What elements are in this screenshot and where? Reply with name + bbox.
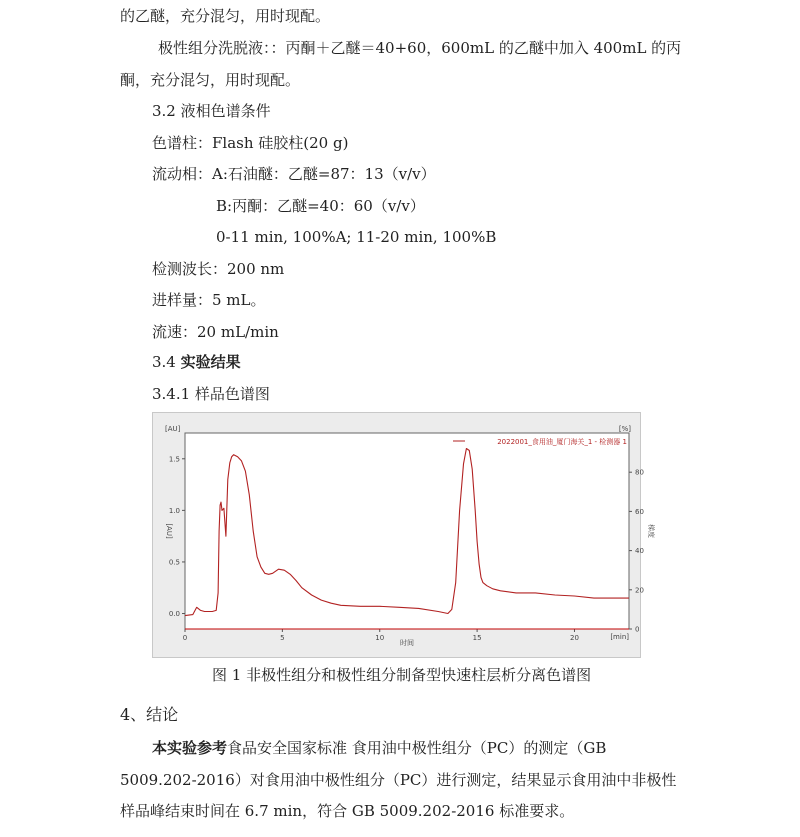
text-line: 样品峰结束时间在 6.7 min，符合 GB 5009.202-2016 标准要求。	[120, 802, 575, 820]
y-right-tick-label: 0	[635, 625, 640, 634]
y-left-tick-label: 0.0	[168, 610, 180, 619]
text-line: 检测波长：200 nm	[152, 260, 285, 278]
x-tick-label: 10	[375, 634, 385, 642]
section-heading: 3.2 液相色谱条件	[152, 102, 271, 120]
bold-phrase: 本实验参考	[152, 739, 228, 757]
text-line: 流速：20 mL/min	[152, 323, 279, 341]
text-line: 极性组分洗脱液：：丙酮＋乙醚＝40+60，600mL 的乙醚中加入 400mL 的丙	[158, 39, 682, 57]
subsection-heading: 3.4.1 样品色谱图	[152, 385, 270, 403]
text-line	[152, 738, 606, 758]
x-tick-label: 0	[182, 634, 188, 642]
text-line: 流动相：A:石油醚：乙醚=87：13（v/v）	[152, 165, 436, 183]
section-number: 3.4	[152, 353, 181, 371]
legend-label: 2022001_食用油_厦门海关_1 - 检测器 1	[497, 438, 627, 446]
text-line: 的乙醚，充分混匀，用时现配。	[120, 7, 331, 25]
y-right-tick-label: 60	[635, 507, 644, 516]
plot-area	[185, 433, 629, 629]
heading-conclusion: 4、结论	[120, 705, 179, 724]
x-tick-label: 15	[472, 634, 482, 642]
y-left-unit: [AU]	[165, 425, 181, 433]
text-line: 酮，充分混匀，用时现配。	[120, 71, 301, 89]
text-span: 食品安全国家标准 食用油中极性组分（PC）的测定（GB	[227, 739, 607, 757]
y-right-tick-label: 20	[635, 586, 644, 595]
figure-caption: 图 1 非极性组分和极性组分制备型快速柱层析分离色谱图	[212, 666, 592, 684]
x-tick-label: 5	[280, 634, 285, 642]
y-left-tick-label: 0.5	[168, 558, 180, 567]
y-right-unit: [%]	[618, 425, 631, 433]
text-line: 色谱柱：Flash 硅胶柱(20 g)	[152, 134, 349, 152]
chromatogram-figure	[152, 412, 655, 658]
y-right-tick-label: 40	[635, 547, 644, 556]
text-line: 0-11 min, 100%A; 11-20 min, 100%B	[216, 228, 497, 246]
y-left-tick-label: 1.5	[168, 455, 180, 464]
y-left-axis-label: [AU]	[165, 523, 173, 539]
y-right-axis-label: 梯度	[647, 524, 655, 538]
y-right-tick-label: 80	[635, 468, 644, 477]
text-line: 进样量：5 mL。	[152, 291, 266, 309]
chromatogram-chart	[153, 413, 655, 657]
x-unit: [min]	[610, 633, 629, 641]
y-left-tick-label: 1.0	[168, 506, 180, 515]
x-axis-label: 时间	[400, 639, 414, 647]
text-line: B:丙酮：乙醚=40：60（v/v）	[216, 197, 425, 215]
text-line: 5009.202-2016）对食用油中极性组分（PC）进行测定，结果显示食用油中非极性	[120, 771, 677, 789]
x-tick-label: 20	[570, 634, 579, 642]
section-heading	[152, 352, 241, 372]
section-title: 实验结果	[180, 353, 241, 371]
